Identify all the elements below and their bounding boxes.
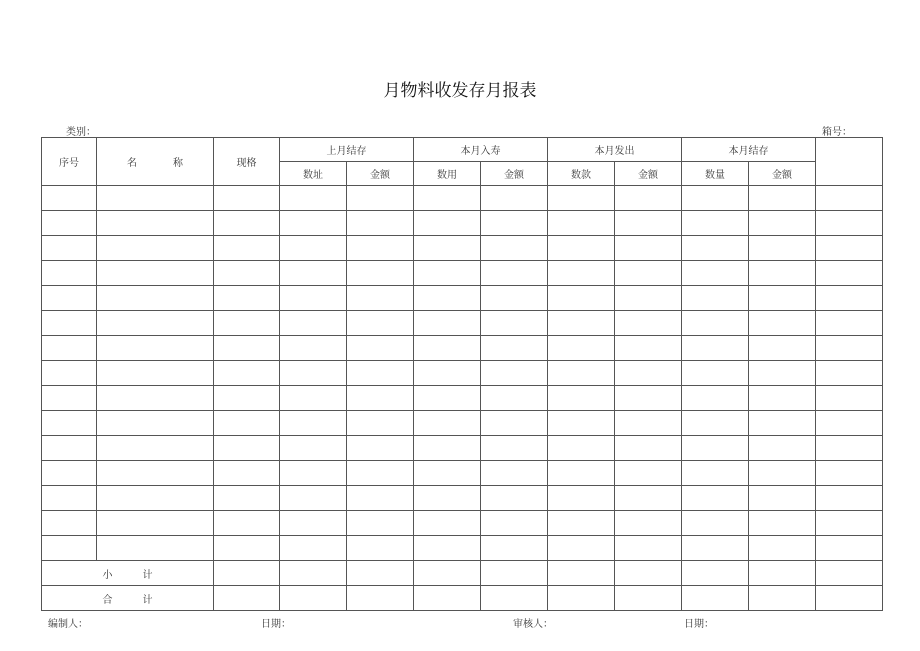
table-cell[interactable] bbox=[42, 536, 97, 561]
table-cell[interactable] bbox=[214, 361, 280, 386]
date-label-1: 日期： bbox=[261, 619, 291, 630]
table-cell[interactable] bbox=[97, 386, 214, 411]
table-row bbox=[42, 186, 883, 211]
header-sub-amount-3: 金额 bbox=[615, 162, 682, 186]
table-cell[interactable] bbox=[749, 286, 816, 311]
table-cell[interactable] bbox=[42, 261, 97, 286]
table-cell[interactable] bbox=[481, 311, 548, 336]
table-cell[interactable] bbox=[548, 186, 615, 211]
table-cell[interactable] bbox=[97, 336, 214, 361]
table-cell[interactable] bbox=[214, 436, 280, 461]
table-cell[interactable] bbox=[347, 361, 414, 386]
table-cell[interactable] bbox=[347, 436, 414, 461]
table-cell[interactable] bbox=[414, 311, 481, 336]
table-cell[interactable] bbox=[347, 511, 414, 536]
table-cell[interactable] bbox=[280, 286, 347, 311]
table-cell[interactable] bbox=[214, 311, 280, 336]
table-cell[interactable] bbox=[280, 386, 347, 411]
table-cell[interactable] bbox=[682, 486, 749, 511]
table-cell[interactable] bbox=[548, 461, 615, 486]
table-cell[interactable] bbox=[42, 361, 97, 386]
header-sub-amount-2: 金额 bbox=[481, 162, 548, 186]
table-cell[interactable] bbox=[548, 561, 615, 586]
table-cell[interactable] bbox=[749, 261, 816, 286]
table-cell[interactable] bbox=[682, 436, 749, 461]
header-seq: 序号 bbox=[42, 138, 97, 186]
table-cell[interactable] bbox=[97, 286, 214, 311]
table-cell[interactable] bbox=[749, 211, 816, 236]
header-group-month-out: 本月发出 bbox=[548, 138, 682, 162]
date-label-2: 日期： bbox=[684, 619, 714, 630]
header-blank bbox=[816, 138, 883, 186]
table-cell[interactable] bbox=[97, 436, 214, 461]
table-cell[interactable] bbox=[481, 286, 548, 311]
table-cell[interactable] bbox=[816, 436, 883, 461]
table-cell[interactable] bbox=[414, 211, 481, 236]
table-row bbox=[42, 361, 883, 386]
table-cell[interactable] bbox=[214, 186, 280, 211]
total-row bbox=[42, 586, 883, 611]
table-cell[interactable] bbox=[682, 311, 749, 336]
table-row bbox=[42, 511, 883, 536]
table-cell[interactable] bbox=[548, 311, 615, 336]
table-cell[interactable] bbox=[682, 386, 749, 411]
table-cell[interactable] bbox=[481, 436, 548, 461]
table-cell[interactable] bbox=[414, 436, 481, 461]
table-cell[interactable] bbox=[816, 186, 883, 211]
header-name bbox=[97, 138, 214, 186]
table-cell[interactable] bbox=[214, 336, 280, 361]
table-cell[interactable] bbox=[682, 211, 749, 236]
table-cell[interactable] bbox=[615, 386, 682, 411]
table-cell[interactable] bbox=[42, 286, 97, 311]
table-cell[interactable] bbox=[97, 511, 214, 536]
table-cell[interactable] bbox=[280, 186, 347, 211]
table-cell[interactable] bbox=[42, 411, 97, 436]
subtotal-char2: 计 bbox=[142, 569, 153, 581]
table-cell[interactable] bbox=[615, 536, 682, 561]
reviewer-label: 审核人： bbox=[513, 619, 553, 630]
header-sub-qty-1: 数址 bbox=[280, 162, 347, 186]
table-cell[interactable] bbox=[214, 411, 280, 436]
table-row bbox=[42, 211, 883, 236]
table-cell[interactable] bbox=[816, 386, 883, 411]
table-row bbox=[42, 486, 883, 511]
table-cell[interactable] bbox=[214, 511, 280, 536]
table-cell[interactable] bbox=[42, 236, 97, 261]
table-cell[interactable] bbox=[414, 511, 481, 536]
header-sub-qty-3: 数款 bbox=[548, 162, 615, 186]
table-row bbox=[42, 286, 883, 311]
table-cell[interactable] bbox=[347, 486, 414, 511]
table-cell[interactable] bbox=[280, 311, 347, 336]
table-cell[interactable] bbox=[42, 311, 97, 336]
total-char1: 合 bbox=[102, 594, 113, 606]
header-sub-qty-2: 数用 bbox=[414, 162, 481, 186]
header-group-month-balance: 本月结存 bbox=[682, 138, 816, 162]
table-cell[interactable] bbox=[280, 411, 347, 436]
table-cell[interactable] bbox=[280, 586, 347, 611]
table-cell[interactable] bbox=[481, 186, 548, 211]
table-cell[interactable] bbox=[280, 336, 347, 361]
table-cell[interactable] bbox=[749, 586, 816, 611]
table-cell[interactable] bbox=[347, 386, 414, 411]
table-cell[interactable] bbox=[347, 236, 414, 261]
table-row bbox=[42, 436, 883, 461]
table-cell[interactable] bbox=[214, 586, 280, 611]
table-row bbox=[42, 236, 883, 261]
table-cell[interactable] bbox=[214, 461, 280, 486]
table-cell[interactable] bbox=[97, 236, 214, 261]
table-cell[interactable] bbox=[97, 361, 214, 386]
table-cell[interactable] bbox=[615, 211, 682, 236]
table-cell[interactable] bbox=[347, 336, 414, 361]
table-cell[interactable] bbox=[414, 236, 481, 261]
table-cell[interactable] bbox=[347, 536, 414, 561]
header-sub-qty-4: 数量 bbox=[682, 162, 749, 186]
table-cell[interactable] bbox=[481, 536, 548, 561]
table-cell[interactable] bbox=[347, 411, 414, 436]
table-cell[interactable] bbox=[214, 236, 280, 261]
table-cell[interactable] bbox=[749, 361, 816, 386]
table-cell[interactable] bbox=[42, 186, 97, 211]
table-cell[interactable] bbox=[615, 486, 682, 511]
table-cell[interactable] bbox=[414, 336, 481, 361]
table-cell[interactable] bbox=[615, 561, 682, 586]
table-cell[interactable] bbox=[280, 561, 347, 586]
table-cell[interactable] bbox=[615, 186, 682, 211]
table-cell[interactable] bbox=[414, 261, 481, 286]
table-cell[interactable] bbox=[280, 261, 347, 286]
table-cell[interactable] bbox=[682, 336, 749, 361]
table-cell[interactable] bbox=[347, 561, 414, 586]
table-cell[interactable] bbox=[214, 536, 280, 561]
table-cell[interactable] bbox=[615, 461, 682, 486]
table-cell[interactable] bbox=[548, 511, 615, 536]
header-name-char1: 名 bbox=[127, 158, 137, 169]
table-cell[interactable] bbox=[280, 461, 347, 486]
table-cell[interactable] bbox=[214, 211, 280, 236]
box-number-label: 箱号： bbox=[822, 127, 852, 138]
table-cell[interactable] bbox=[548, 486, 615, 511]
table-cell[interactable] bbox=[481, 561, 548, 586]
table-row bbox=[42, 261, 883, 286]
table-cell[interactable] bbox=[414, 561, 481, 586]
table-cell[interactable] bbox=[682, 586, 749, 611]
table-cell[interactable] bbox=[481, 586, 548, 611]
table-cell[interactable] bbox=[97, 486, 214, 511]
table-cell[interactable] bbox=[548, 586, 615, 611]
table-cell[interactable] bbox=[97, 261, 214, 286]
table-cell[interactable] bbox=[615, 361, 682, 386]
table-cell[interactable] bbox=[749, 336, 816, 361]
table-cell[interactable] bbox=[548, 261, 615, 286]
table-cell[interactable] bbox=[97, 536, 214, 561]
table-cell[interactable] bbox=[816, 211, 883, 236]
header-sub-amount-1: 金额 bbox=[347, 162, 414, 186]
table-cell[interactable] bbox=[682, 561, 749, 586]
table-cell[interactable] bbox=[548, 336, 615, 361]
page-title: 月物料收发存月报表 bbox=[383, 81, 537, 101]
table-cell[interactable] bbox=[347, 286, 414, 311]
table-cell[interactable] bbox=[280, 511, 347, 536]
table-cell[interactable] bbox=[481, 336, 548, 361]
table-cell[interactable] bbox=[414, 486, 481, 511]
table-cell[interactable] bbox=[42, 486, 97, 511]
table-cell[interactable] bbox=[682, 236, 749, 261]
table-row bbox=[42, 386, 883, 411]
header-group-month-in: 本月入寿 bbox=[414, 138, 548, 162]
table-cell[interactable] bbox=[615, 436, 682, 461]
total-label bbox=[42, 586, 214, 611]
table-cell[interactable] bbox=[97, 411, 214, 436]
table-cell[interactable] bbox=[347, 186, 414, 211]
table-row bbox=[42, 461, 883, 486]
table-cell[interactable] bbox=[280, 211, 347, 236]
table-cell[interactable] bbox=[615, 311, 682, 336]
header-row-groups bbox=[42, 138, 883, 162]
total-char2: 计 bbox=[142, 594, 153, 606]
table-cell[interactable] bbox=[414, 586, 481, 611]
table-cell[interactable] bbox=[682, 511, 749, 536]
table-row bbox=[42, 336, 883, 361]
table-cell[interactable] bbox=[42, 436, 97, 461]
table-cell[interactable] bbox=[280, 536, 347, 561]
table-cell[interactable] bbox=[42, 461, 97, 486]
table-cell[interactable] bbox=[615, 261, 682, 286]
table-cell[interactable] bbox=[749, 411, 816, 436]
table-cell[interactable] bbox=[749, 486, 816, 511]
table-cell[interactable] bbox=[347, 461, 414, 486]
table-cell[interactable] bbox=[481, 361, 548, 386]
table-cell[interactable] bbox=[214, 486, 280, 511]
table-cell[interactable] bbox=[682, 361, 749, 386]
table-cell[interactable] bbox=[347, 586, 414, 611]
table-cell[interactable] bbox=[548, 411, 615, 436]
table-cell[interactable] bbox=[97, 211, 214, 236]
table-cell[interactable] bbox=[347, 311, 414, 336]
table-cell[interactable] bbox=[749, 561, 816, 586]
table-cell[interactable] bbox=[816, 411, 883, 436]
table-cell[interactable] bbox=[97, 186, 214, 211]
header-spec: 现格 bbox=[214, 138, 280, 186]
table-cell[interactable] bbox=[481, 511, 548, 536]
table-cell[interactable] bbox=[816, 361, 883, 386]
table-cell[interactable] bbox=[97, 461, 214, 486]
table-cell[interactable] bbox=[42, 386, 97, 411]
table-cell[interactable] bbox=[481, 411, 548, 436]
table-cell[interactable] bbox=[682, 461, 749, 486]
table-cell[interactable] bbox=[682, 411, 749, 436]
table-cell[interactable] bbox=[214, 286, 280, 311]
table-cell[interactable] bbox=[816, 536, 883, 561]
report-table bbox=[41, 137, 883, 611]
table-cell[interactable] bbox=[749, 236, 816, 261]
table-cell[interactable] bbox=[816, 236, 883, 261]
table-cell[interactable] bbox=[749, 536, 816, 561]
table-cell[interactable] bbox=[481, 211, 548, 236]
preparer-label: 编制人： bbox=[48, 619, 88, 630]
table-cell[interactable] bbox=[615, 336, 682, 361]
header-group-last-month-balance: 上月结存 bbox=[280, 138, 414, 162]
table-cell[interactable] bbox=[615, 511, 682, 536]
table-row bbox=[42, 536, 883, 561]
table-cell[interactable] bbox=[615, 236, 682, 261]
table-cell[interactable] bbox=[481, 486, 548, 511]
table-cell[interactable] bbox=[682, 261, 749, 286]
table-cell[interactable] bbox=[414, 286, 481, 311]
table-cell[interactable] bbox=[481, 461, 548, 486]
subtotal-label bbox=[42, 561, 214, 586]
table-cell[interactable] bbox=[481, 236, 548, 261]
table-cell[interactable] bbox=[749, 461, 816, 486]
table-cell[interactable] bbox=[615, 411, 682, 436]
table-cell[interactable] bbox=[816, 336, 883, 361]
table-cell[interactable] bbox=[816, 261, 883, 286]
table-cell[interactable] bbox=[749, 511, 816, 536]
subtotal-char1: 小 bbox=[102, 569, 113, 581]
table-cell[interactable] bbox=[548, 286, 615, 311]
table-cell[interactable] bbox=[42, 211, 97, 236]
table-cell[interactable] bbox=[749, 436, 816, 461]
table-cell[interactable] bbox=[615, 286, 682, 311]
table-cell[interactable] bbox=[816, 461, 883, 486]
table-cell[interactable] bbox=[42, 511, 97, 536]
table-row bbox=[42, 311, 883, 336]
table-cell[interactable] bbox=[414, 386, 481, 411]
header-name-char2: 称 bbox=[173, 158, 183, 169]
table-cell[interactable] bbox=[481, 261, 548, 286]
table-cell[interactable] bbox=[214, 386, 280, 411]
table-cell[interactable] bbox=[816, 311, 883, 336]
table-cell[interactable] bbox=[548, 386, 615, 411]
table-cell[interactable] bbox=[816, 286, 883, 311]
subtotal-row bbox=[42, 561, 883, 586]
header-sub-amount-4: 金额 bbox=[749, 162, 816, 186]
table-cell[interactable] bbox=[42, 336, 97, 361]
table-cell[interactable] bbox=[548, 536, 615, 561]
table-cell[interactable] bbox=[347, 261, 414, 286]
table-cell[interactable] bbox=[615, 586, 682, 611]
table-cell[interactable] bbox=[749, 186, 816, 211]
table-cell[interactable] bbox=[280, 361, 347, 386]
table-cell[interactable] bbox=[414, 461, 481, 486]
table-cell[interactable] bbox=[682, 186, 749, 211]
table-cell[interactable] bbox=[816, 586, 883, 611]
table-cell[interactable] bbox=[280, 236, 347, 261]
table-cell[interactable] bbox=[280, 436, 347, 461]
table-cell[interactable] bbox=[749, 311, 816, 336]
table-cell[interactable] bbox=[414, 536, 481, 561]
table-cell[interactable] bbox=[414, 411, 481, 436]
table-cell[interactable] bbox=[816, 561, 883, 586]
table-cell[interactable] bbox=[414, 186, 481, 211]
table-cell[interactable] bbox=[214, 261, 280, 286]
table-cell[interactable] bbox=[682, 536, 749, 561]
table-cell[interactable] bbox=[548, 236, 615, 261]
table-cell[interactable] bbox=[749, 386, 816, 411]
table-cell[interactable] bbox=[214, 561, 280, 586]
table-cell[interactable] bbox=[280, 486, 347, 511]
table-cell[interactable] bbox=[97, 311, 214, 336]
table-cell[interactable] bbox=[548, 361, 615, 386]
table-cell[interactable] bbox=[481, 386, 548, 411]
category-label: 类别： bbox=[66, 127, 96, 138]
table-cell[interactable] bbox=[548, 211, 615, 236]
table-cell[interactable] bbox=[347, 211, 414, 236]
table-cell[interactable] bbox=[682, 286, 749, 311]
table-cell[interactable] bbox=[548, 436, 615, 461]
table-row bbox=[42, 411, 883, 436]
table-cell[interactable] bbox=[816, 511, 883, 536]
table-cell[interactable] bbox=[414, 361, 481, 386]
table-cell[interactable] bbox=[816, 486, 883, 511]
